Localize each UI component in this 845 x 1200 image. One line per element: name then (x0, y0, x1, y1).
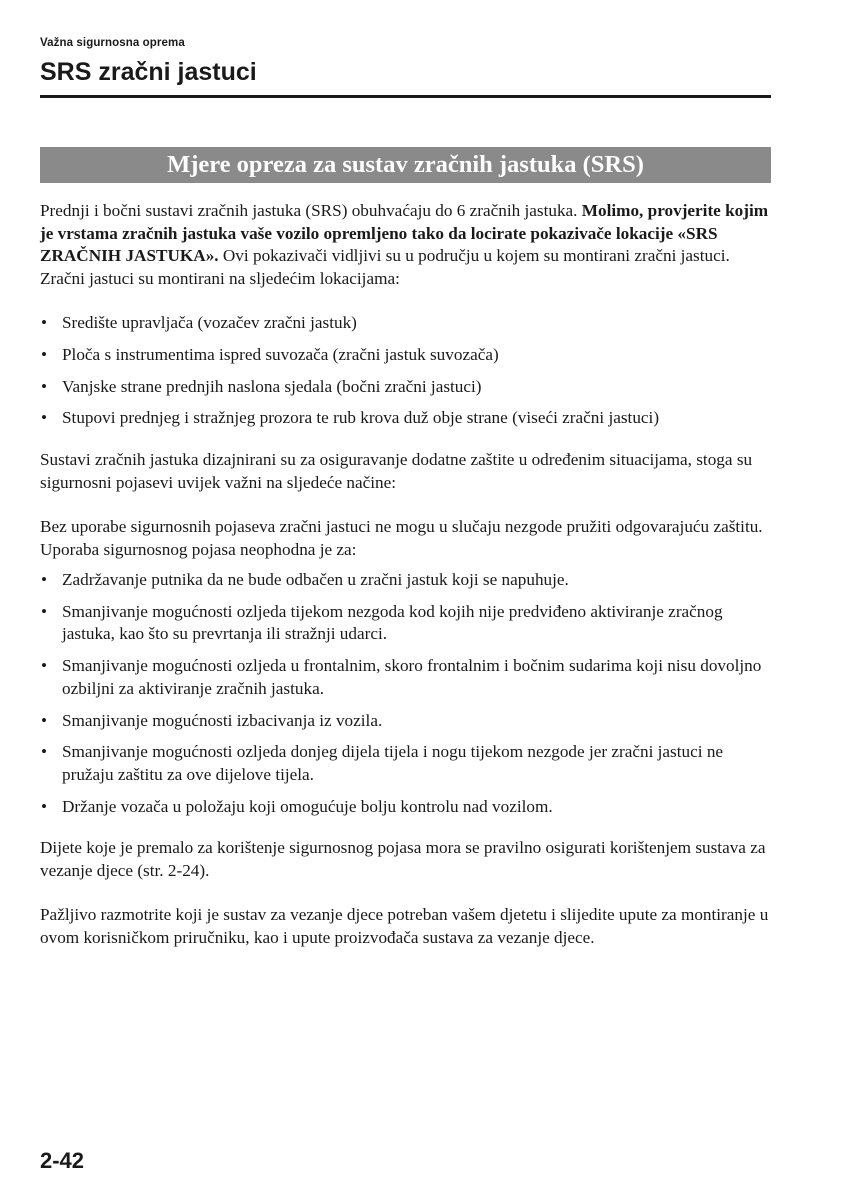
list-item: • Ploča s instrumentima ispred suvozača (zračni jastuk suvozača) (40, 344, 771, 367)
running-head: Važna sigurnosna oprema (40, 37, 185, 49)
bullet-icon: • (41, 570, 48, 590)
page-number: 2-42 (40, 1148, 85, 1173)
bullet-icon: • (41, 376, 48, 396)
bullet-icon: • (41, 710, 48, 730)
bullet-icon: • (41, 601, 48, 621)
list-item: • Zadržavanje putnika da ne bude odbačen u zračni jastuk koji se napuhuje. (40, 569, 771, 592)
section-banner (40, 147, 771, 183)
intro-text-2: Ovi pokazivači vidljivi su u području u kojem su montirani zračni jastuci. (218, 246, 730, 265)
list-item: • Smanjivanje mogućnosti izbacivanja iz vozila. (40, 710, 771, 733)
list-item: • Smanjivanje mogućnosti ozljeda donjeg dijela tijela i nogu tijekom nezgode jer zračni jastuci ne pružaju zaštitu za ove dijelove tijela. (41, 742, 724, 784)
paragraph-belts: Bez uporabe sigurnosnih pojaseva zračni jastuci ne mogu u slučaju nezgode pružiti odgovarajuću zaštitu. Uporaba sigurnosnog pojasa neophodna je za: (40, 517, 763, 559)
chapter-title: SRS zračni jastuci (40, 58, 257, 86)
body-text (40, 200, 771, 949)
paragraph-child-restraint: Pažljivo razmotrite koji je sustav za vezanje djece potreban vašem djetetu i slijedite upute za montiranje u ovom korisničkom priručniku, kao i upute proizvođača sustava za vezanje djece. (40, 905, 769, 947)
section-title: Mjere opreza za sustav zračnih jastuka (SRS) (167, 151, 644, 178)
locations-list (40, 312, 771, 430)
intro-text-1: Prednji i bočni sustavi zračnih jastuka (SRS) obuhvaćaju do 6 zračnih jastuka. (40, 201, 582, 220)
list-item: • Smanjivanje mogućnosti ozljeda tijekom nezgoda kod kojih nije predviđeno aktiviranje zračnog jastuka, kao što su prevrtanja ili stražnji udarci. (41, 601, 723, 644)
list-item: • Smanjivanje mogućnosti ozljeda u frontalnim, skoro frontalnim i bočnim sudarima koji nisu dovoljno ozbiljni za aktiviranje zračnih jastuka. (41, 656, 762, 698)
paragraph-purpose: Sustavi zračnih jastuka dizajnirani su za osiguravanje dodatne zaštite u određenim situacijama, stoga su sigurnosni pojasevi uvijek važni na sljedeće načine: (40, 450, 753, 492)
intro-text-bold: Molimo, provjerite kojim je vrstama zračnih jastuka vaše vozilo opremljeno tako da locirate pokazivače lokacije «SRS ZRAČNIH JASTUKA». (40, 201, 769, 265)
bullet-icon: • (41, 344, 48, 364)
list-item: • Držanje vozača u položaju koji omogućuje bolju kontrolu nad vozilom. (40, 796, 771, 819)
list-item: • Središte upravljača (vozačev zračni jastuk) (40, 312, 771, 335)
bullet-icon: • (41, 408, 48, 428)
belt-uses-list (40, 569, 771, 818)
bullet-icon: • (41, 656, 48, 676)
bullet-icon: • (41, 742, 48, 762)
list-item: • Stupovi prednjeg i stražnjeg prozora te rub krova duž obje strane (viseći zračni jastuci) (40, 407, 771, 430)
bullet-icon: • (41, 796, 48, 816)
list-item: • Vanjske strane prednjih naslona sjedala (bočni zračni jastuci) (40, 376, 771, 399)
chapter-rule (40, 95, 771, 98)
locations-lead: Zračni jastuci su montirani na sljedećim lokacijama: (40, 268, 400, 288)
bullet-icon: • (41, 313, 48, 332)
paragraph-child: Dijete koje je premalo za korištenje sigurnosnog pojasa mora se pravilno osigurati korištenjem sustava za vezanje djece (str. 2-24). (40, 838, 766, 880)
intro-paragraph (40, 200, 771, 268)
